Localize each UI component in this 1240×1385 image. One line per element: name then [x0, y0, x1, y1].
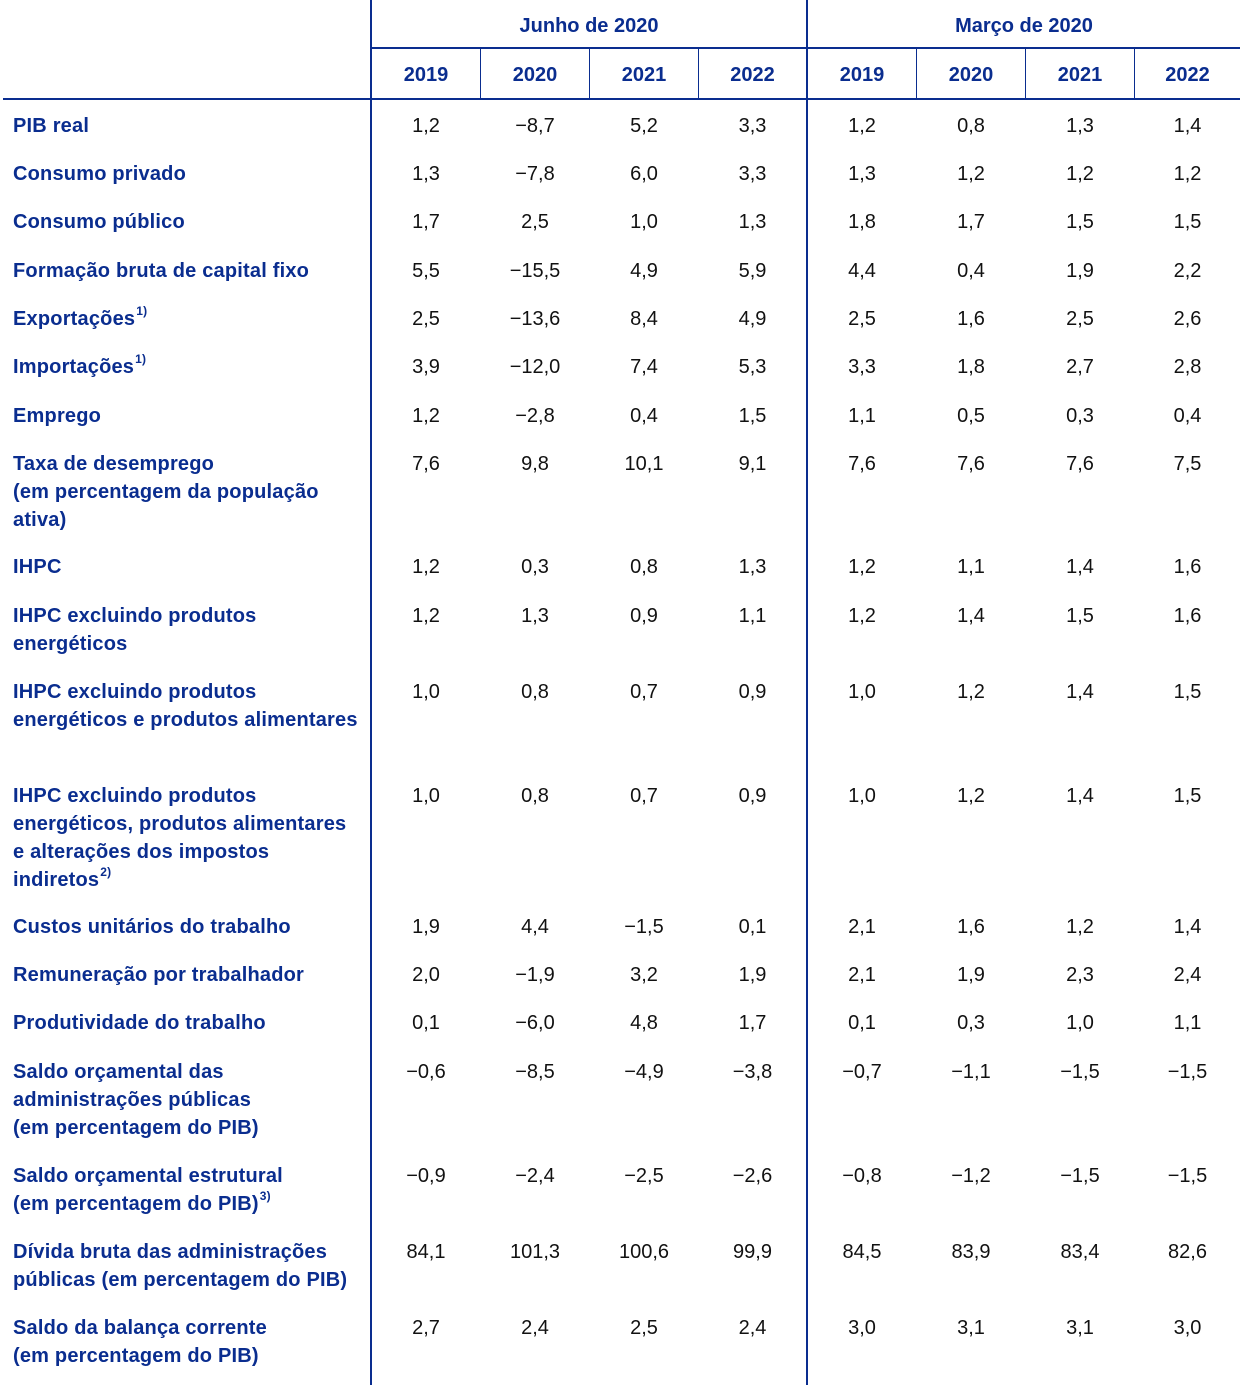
table-cell: 0,8 — [957, 115, 985, 137]
row-label-text: Importações — [13, 356, 135, 378]
table-cell: 2,5 — [412, 308, 440, 330]
footnote-marker: 2) — [100, 865, 112, 880]
table-cell: 1,5 — [1173, 785, 1202, 807]
table-cell: 82,6 — [1168, 1241, 1207, 1263]
group-header-rule — [370, 47, 1240, 49]
row-label — [13, 1314, 363, 1370]
table-cell: 3,0 — [1173, 1317, 1202, 1339]
table-cell: −1,5 — [624, 916, 664, 938]
table-cell: 1,2 — [1066, 163, 1094, 185]
table-cell: 1,3 — [738, 211, 767, 233]
table-cell: 1,9 — [738, 964, 767, 986]
table-cell: 1,8 — [848, 211, 876, 233]
table-cell: 1,2 — [1173, 163, 1202, 185]
table-cell: −2,6 — [732, 1165, 773, 1187]
year-header: 2020 — [948, 64, 994, 86]
table-cell: 1,4 — [1066, 556, 1094, 578]
table-cell: −0,6 — [406, 1061, 446, 1083]
footnote-marker: 1) — [136, 304, 148, 319]
table-cell: −4,9 — [624, 1061, 664, 1083]
table-cell: 2,8 — [1173, 356, 1202, 378]
row-label-text: IHPC excluindo produtos energéticos — [13, 605, 257, 655]
table-cell: −2,8 — [515, 405, 555, 427]
table-cell: 4,9 — [630, 260, 658, 282]
table-cell: 1,0 — [1066, 1012, 1094, 1034]
table-cell: 7,6 — [412, 453, 440, 475]
table-cell: 1,3 — [521, 605, 549, 627]
row-label — [13, 160, 363, 188]
table-cell: 1,3 — [412, 163, 440, 185]
table-cell: 3,1 — [957, 1317, 985, 1339]
year-header: 2022 — [730, 64, 775, 86]
table-cell: 0,7 — [630, 681, 658, 703]
table-cell: 5,9 — [738, 260, 767, 282]
table-cell: 99,9 — [733, 1241, 772, 1263]
group-title-march-2020: Março de 2020 — [955, 15, 1093, 37]
table-cell: 1,2 — [412, 556, 440, 578]
table-cell: 7,6 — [1066, 453, 1094, 475]
table-cell: 7,4 — [630, 356, 658, 378]
row-label-text: Saldo orçamental das administrações públicas — [13, 1061, 252, 1111]
table-cell: 83,4 — [1060, 1241, 1100, 1263]
table-cell: −6,0 — [515, 1012, 555, 1034]
row-label-text: IHPC — [13, 556, 62, 578]
table-cell: 1,2 — [957, 681, 985, 703]
table-cell: −7,8 — [515, 163, 555, 185]
table-cell: 0,8 — [521, 681, 549, 703]
table-cell: 0,5 — [957, 405, 985, 427]
table-cell: 2,5 — [630, 1317, 658, 1339]
table-cell: 9,1 — [738, 453, 767, 475]
table-cell: 1,4 — [957, 605, 985, 627]
table-cell: −1,5 — [1167, 1061, 1208, 1083]
header-bottom-rule — [3, 98, 1240, 100]
row-label-text: Custos unitários do trabalho — [13, 916, 291, 938]
row-label-text: (em percentagem do PIB) — [13, 1117, 259, 1139]
row-label — [13, 553, 363, 581]
table-cell: 1,2 — [957, 163, 985, 185]
table-cell: 0,7 — [630, 785, 658, 807]
year-header: 2019 — [839, 64, 885, 86]
table-cell: 2,4 — [521, 1317, 549, 1339]
table-cell: −2,5 — [624, 1165, 664, 1187]
row-label — [13, 450, 363, 534]
table-cell: 2,1 — [848, 964, 876, 986]
row-label-text: Formação bruta de capital fixo — [13, 260, 310, 282]
table-cell: −1,5 — [1167, 1165, 1208, 1187]
row-label-text: Exportações — [13, 308, 136, 330]
table-cell: −1,5 — [1060, 1061, 1100, 1083]
row-label — [13, 913, 363, 941]
row-label — [13, 1009, 363, 1037]
table-cell: 4,4 — [848, 260, 876, 282]
table-cell: 2,7 — [412, 1317, 440, 1339]
row-label-text: Dívida bruta das administrações públicas (em percentagem do PIB) — [13, 1241, 348, 1291]
table-cell: 10,1 — [624, 453, 664, 475]
table-cell: 1,2 — [848, 605, 876, 627]
table-cell: 1,2 — [412, 405, 440, 427]
table-cell: 6,0 — [630, 163, 658, 185]
table-cell: 1,9 — [1066, 260, 1094, 282]
table-cell: 1,2 — [1066, 916, 1094, 938]
table-cell: −1,5 — [1060, 1165, 1100, 1187]
table-cell: 1,5 — [1066, 605, 1094, 627]
row-label — [13, 402, 363, 430]
row-label-text: (em percentagem do PIB) — [13, 1193, 259, 1215]
table-cell: 4,8 — [630, 1012, 658, 1034]
table-cell: 1,0 — [848, 785, 876, 807]
row-label-text: Saldo da balança corrente — [13, 1317, 267, 1339]
table-cell: −8,7 — [515, 115, 555, 137]
table-cell: 1,2 — [412, 115, 440, 137]
table-cell: 3,9 — [412, 356, 440, 378]
table-cell: 3,3 — [848, 356, 876, 378]
table-cell: 0,9 — [630, 605, 658, 627]
table-cell: 0,4 — [957, 260, 985, 282]
table-cell: 0,8 — [630, 556, 658, 578]
table-cell: 2,5 — [848, 308, 876, 330]
table-cell: 7,6 — [957, 453, 985, 475]
row-label — [13, 112, 363, 140]
group-title-june-2020: Junho de 2020 — [519, 15, 659, 37]
table-cell: 1,1 — [1173, 1012, 1202, 1034]
table-cell: 2,5 — [1066, 308, 1094, 330]
row-label — [13, 353, 363, 381]
table-cell: 1,5 — [1173, 681, 1202, 703]
table-cell: 2,1 — [848, 916, 876, 938]
footnote-marker: 1) — [135, 352, 147, 367]
table-cell: 0,1 — [848, 1012, 876, 1034]
row-label — [13, 1058, 363, 1142]
table-cell: 1,1 — [957, 556, 985, 578]
row-label — [13, 1238, 363, 1294]
table-cell: 0,1 — [412, 1012, 440, 1034]
table-cell: −1,1 — [951, 1061, 991, 1083]
row-label-text: (em percentagem do PIB) — [13, 1345, 259, 1367]
table-cell: 1,0 — [412, 785, 440, 807]
table-cell: 1,7 — [738, 1012, 767, 1034]
table-cell: 100,6 — [618, 1241, 670, 1263]
table-cell: 1,2 — [412, 605, 440, 627]
table-cell: −0,9 — [406, 1165, 446, 1187]
table-cell: 2,4 — [738, 1317, 767, 1339]
table-cell: 1,4 — [1173, 916, 1202, 938]
table-cell: 4,4 — [521, 916, 549, 938]
table-cell: −0,8 — [842, 1165, 882, 1187]
table-cell: 1,4 — [1066, 785, 1094, 807]
table-cell: −15,5 — [509, 260, 561, 282]
row-label-text: Remuneração por trabalhador — [13, 964, 305, 986]
table-cell: 84,5 — [842, 1241, 882, 1263]
row-label — [13, 678, 363, 734]
row-label — [13, 782, 363, 894]
table-cell: 0,3 — [521, 556, 549, 578]
row-label — [13, 1162, 363, 1218]
table-cell: 1,7 — [412, 211, 440, 233]
table-cell: 101,3 — [509, 1241, 561, 1263]
table-cell: 0,4 — [1173, 405, 1202, 427]
table-cell: 1,5 — [1173, 211, 1202, 233]
table-cell: 1,7 — [957, 211, 985, 233]
table-cell: 1,4 — [1066, 681, 1094, 703]
table-cell: 0,4 — [630, 405, 658, 427]
table-cell: 2,0 — [412, 964, 440, 986]
table-cell: 2,4 — [1173, 964, 1202, 986]
row-label — [13, 305, 363, 333]
table-cell: 1,4 — [1173, 115, 1202, 137]
table-cell: 1,5 — [1066, 211, 1094, 233]
table-cell: 0,3 — [1066, 405, 1094, 427]
table-cell: 2,7 — [1066, 356, 1094, 378]
table-cell: 8,4 — [630, 308, 658, 330]
row-label — [13, 602, 363, 658]
table-cell: 2,3 — [1066, 964, 1094, 986]
year-header: 2021 — [621, 64, 667, 86]
table-cell: 0,3 — [957, 1012, 985, 1034]
table-cell: −1,9 — [515, 964, 555, 986]
table-cell: 1,1 — [738, 605, 767, 627]
table-cell: 1,3 — [738, 556, 767, 578]
table-cell: 9,8 — [521, 453, 549, 475]
table-cell: 0,8 — [521, 785, 549, 807]
table-cell: 1,0 — [412, 681, 440, 703]
table-cell: 1,6 — [1173, 556, 1202, 578]
table-cell: 7,6 — [848, 453, 876, 475]
row-label-text: Emprego — [13, 405, 102, 427]
table-cell: 1,5 — [738, 405, 767, 427]
table-cell: −13,6 — [509, 308, 561, 330]
table-cell: 1,9 — [957, 964, 985, 986]
table-cell: 3,0 — [848, 1317, 876, 1339]
table-cell: −0,7 — [842, 1061, 882, 1083]
row-label — [13, 257, 363, 285]
year-header: 2022 — [1165, 64, 1210, 86]
table-cell: −12,0 — [509, 356, 561, 378]
table-cell: 1,9 — [412, 916, 440, 938]
table-cell: 1,1 — [848, 405, 876, 427]
row-label-text: Consumo privado — [13, 163, 187, 185]
row-label — [13, 961, 363, 989]
table-cell: 1,8 — [957, 356, 985, 378]
table-cell: 1,3 — [848, 163, 876, 185]
table-cell: 1,0 — [630, 211, 658, 233]
table-cell: 1,3 — [1066, 115, 1094, 137]
table-cell: −3,8 — [732, 1061, 773, 1083]
row-label-text: Saldo orçamental estrutural — [13, 1165, 283, 1187]
table-cell: 2,2 — [1173, 260, 1202, 282]
table-cell: 0,1 — [738, 916, 767, 938]
table-cell: 1,0 — [848, 681, 876, 703]
year-header: 2019 — [403, 64, 449, 86]
table-cell: −2,4 — [515, 1165, 555, 1187]
table-cell: 5,5 — [412, 260, 440, 282]
table-cell: 4,9 — [738, 308, 767, 330]
row-label — [13, 208, 363, 236]
row-label-text: IHPC excluindo produtos energéticos e produtos alimentares — [13, 681, 358, 731]
table-cell: 1,2 — [848, 115, 876, 137]
footnote-marker: 3) — [259, 1189, 271, 1204]
table-cell: 2,5 — [521, 211, 549, 233]
row-label-text: Produtividade do trabalho — [13, 1012, 266, 1034]
table-cell: 1,2 — [957, 785, 985, 807]
table-cell: 1,6 — [1173, 605, 1202, 627]
table-cell: 3,3 — [738, 115, 767, 137]
table-cell: 3,1 — [1066, 1317, 1094, 1339]
table-cell: 3,3 — [738, 163, 767, 185]
table-cell: −8,5 — [515, 1061, 555, 1083]
year-header: 2020 — [512, 64, 558, 86]
table-cell: 5,3 — [738, 356, 767, 378]
table-cell: 1,6 — [957, 916, 985, 938]
table-cell: 2,6 — [1173, 308, 1202, 330]
table-cell: 3,2 — [630, 964, 658, 986]
row-label-text: (em percentagem da população ativa) — [13, 481, 319, 531]
table-cell: 1,6 — [957, 308, 985, 330]
year-header: 2021 — [1057, 64, 1103, 86]
table-cell: 5,2 — [630, 115, 658, 137]
row-label-text: IHPC excluindo produtos energéticos, produtos alimentares e alterações dos impostos indiretos — [13, 785, 347, 891]
table-cell: 7,5 — [1173, 453, 1202, 475]
table-cell: 0,9 — [738, 681, 767, 703]
table-cell: 83,9 — [951, 1241, 991, 1263]
row-label-text: Consumo público — [13, 211, 185, 233]
table-cell: 84,1 — [406, 1241, 446, 1263]
row-label-text: Taxa de desemprego — [13, 453, 215, 475]
table-cell: 1,2 — [848, 556, 876, 578]
table-cell: 0,9 — [738, 785, 767, 807]
row-label-text: PIB real — [13, 115, 90, 137]
table-cell: −1,2 — [951, 1165, 991, 1187]
